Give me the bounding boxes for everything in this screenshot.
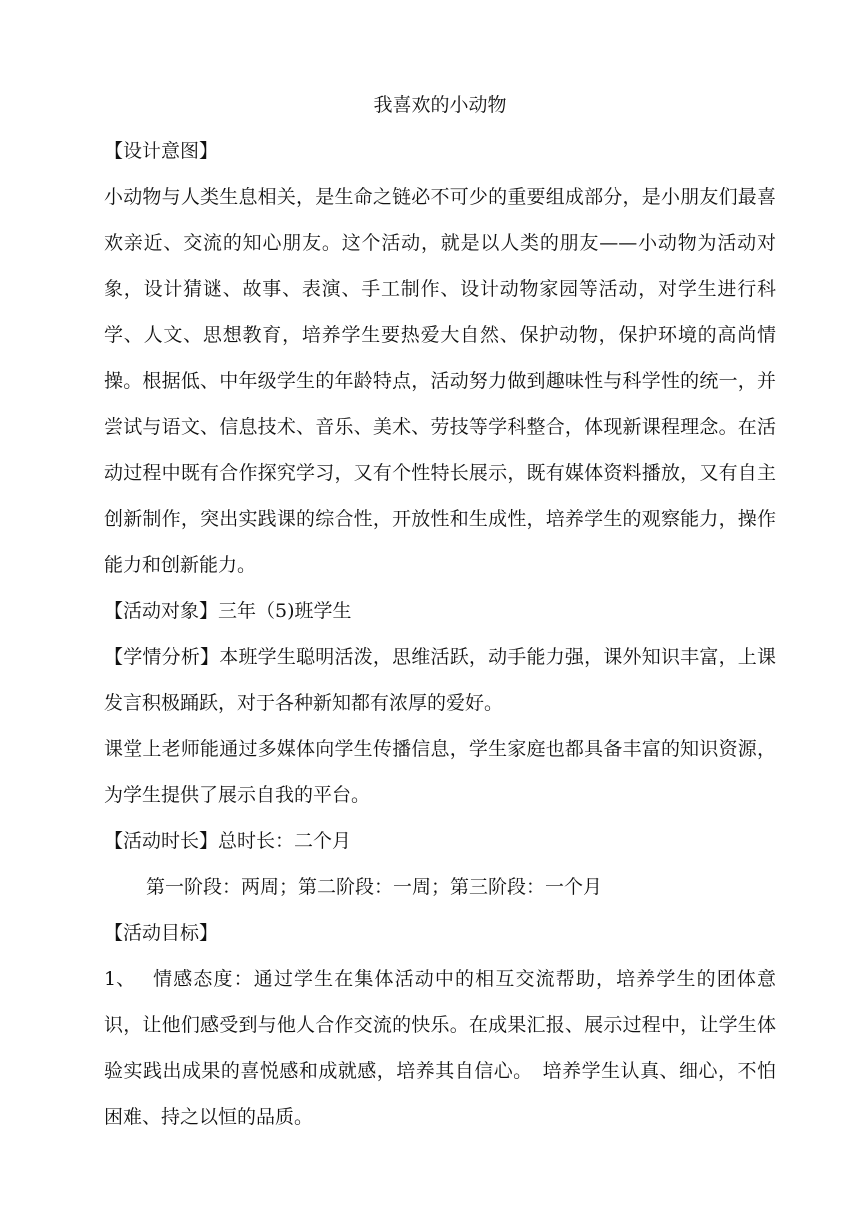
activity-goals-heading: 【活动目标】 <box>104 922 219 944</box>
activity-duration-heading: 【活动时长】 <box>104 830 219 852</box>
activity-target-text: 三年（5)班学生 <box>218 600 352 622</box>
learning-analysis-text: 本班学生聪明活泼，思维活跃，动手能力强，课外知识丰富，上课发言积极踊跃，对于各种新知都有浓厚的爱好。 <box>104 646 776 714</box>
goal-item <box>104 956 776 1140</box>
document-title: 我喜欢的小动物 <box>373 94 507 116</box>
activity-target-heading: 【活动对象】 <box>104 600 219 622</box>
learning-analysis-heading: 【学情分析】 <box>104 646 220 668</box>
goal-item-text: 情感态度：通过学生在集体活动中的相互交流帮助，培养学生的团体意识，让他们感受到与他人合作交流的快乐。在成果汇报、展示过程中，让学生体验实践出成果的喜悦感和成就感，培养其自信心。 培养学生认真、细心，不怕困难、持之以恒的品质。 <box>104 968 776 1128</box>
learning-analysis-paragraph <box>104 634 776 726</box>
activity-target-line <box>104 588 776 634</box>
activity-duration-text: 总时长：二个月 <box>218 830 352 852</box>
learning-analysis-text2: 课堂上老师能通过多媒体向学生传播信息，学生家庭也都具备丰富的知识资源，为学生提供了展示自我的平台。 <box>104 738 776 806</box>
design-intent-heading: 【设计意图】 <box>104 140 219 162</box>
document-content <box>104 86 776 1140</box>
design-intent-body: 小动物与人类生息相关，是生命之链必不可少的重要组成部分，是小朋友们最喜欢亲近、交流的知心朋友。这个活动，就是以人类的朋友——小动物为活动对象，设计猜谜、故事、表演、手工制作、设计动物家园等活动，对学生进行科学、人文、思想教育，培养学生要热爱大自然、保护动物，保护环境的高尚情操。根据低、中年级学生的年龄特点，活动努力做到趣味性与科学性的统一，并尝试与语文、信息技术、音乐、美术、劳技等学科整合，体现新课程理念。在活动过程中既有合作探究学习，又有个性特长展示，既有媒体资料播放，又有自主创新制作，突出实践课的综合性，开放性和生成性，培养学生的观察能力，操作能力和创新能力。 <box>104 186 776 576</box>
activity-duration-line <box>104 818 776 864</box>
activity-stages: 第一阶段：两周；第二阶段：一周；第三阶段：一个月 <box>146 876 603 898</box>
goal-item-number: 1、 <box>104 968 136 990</box>
